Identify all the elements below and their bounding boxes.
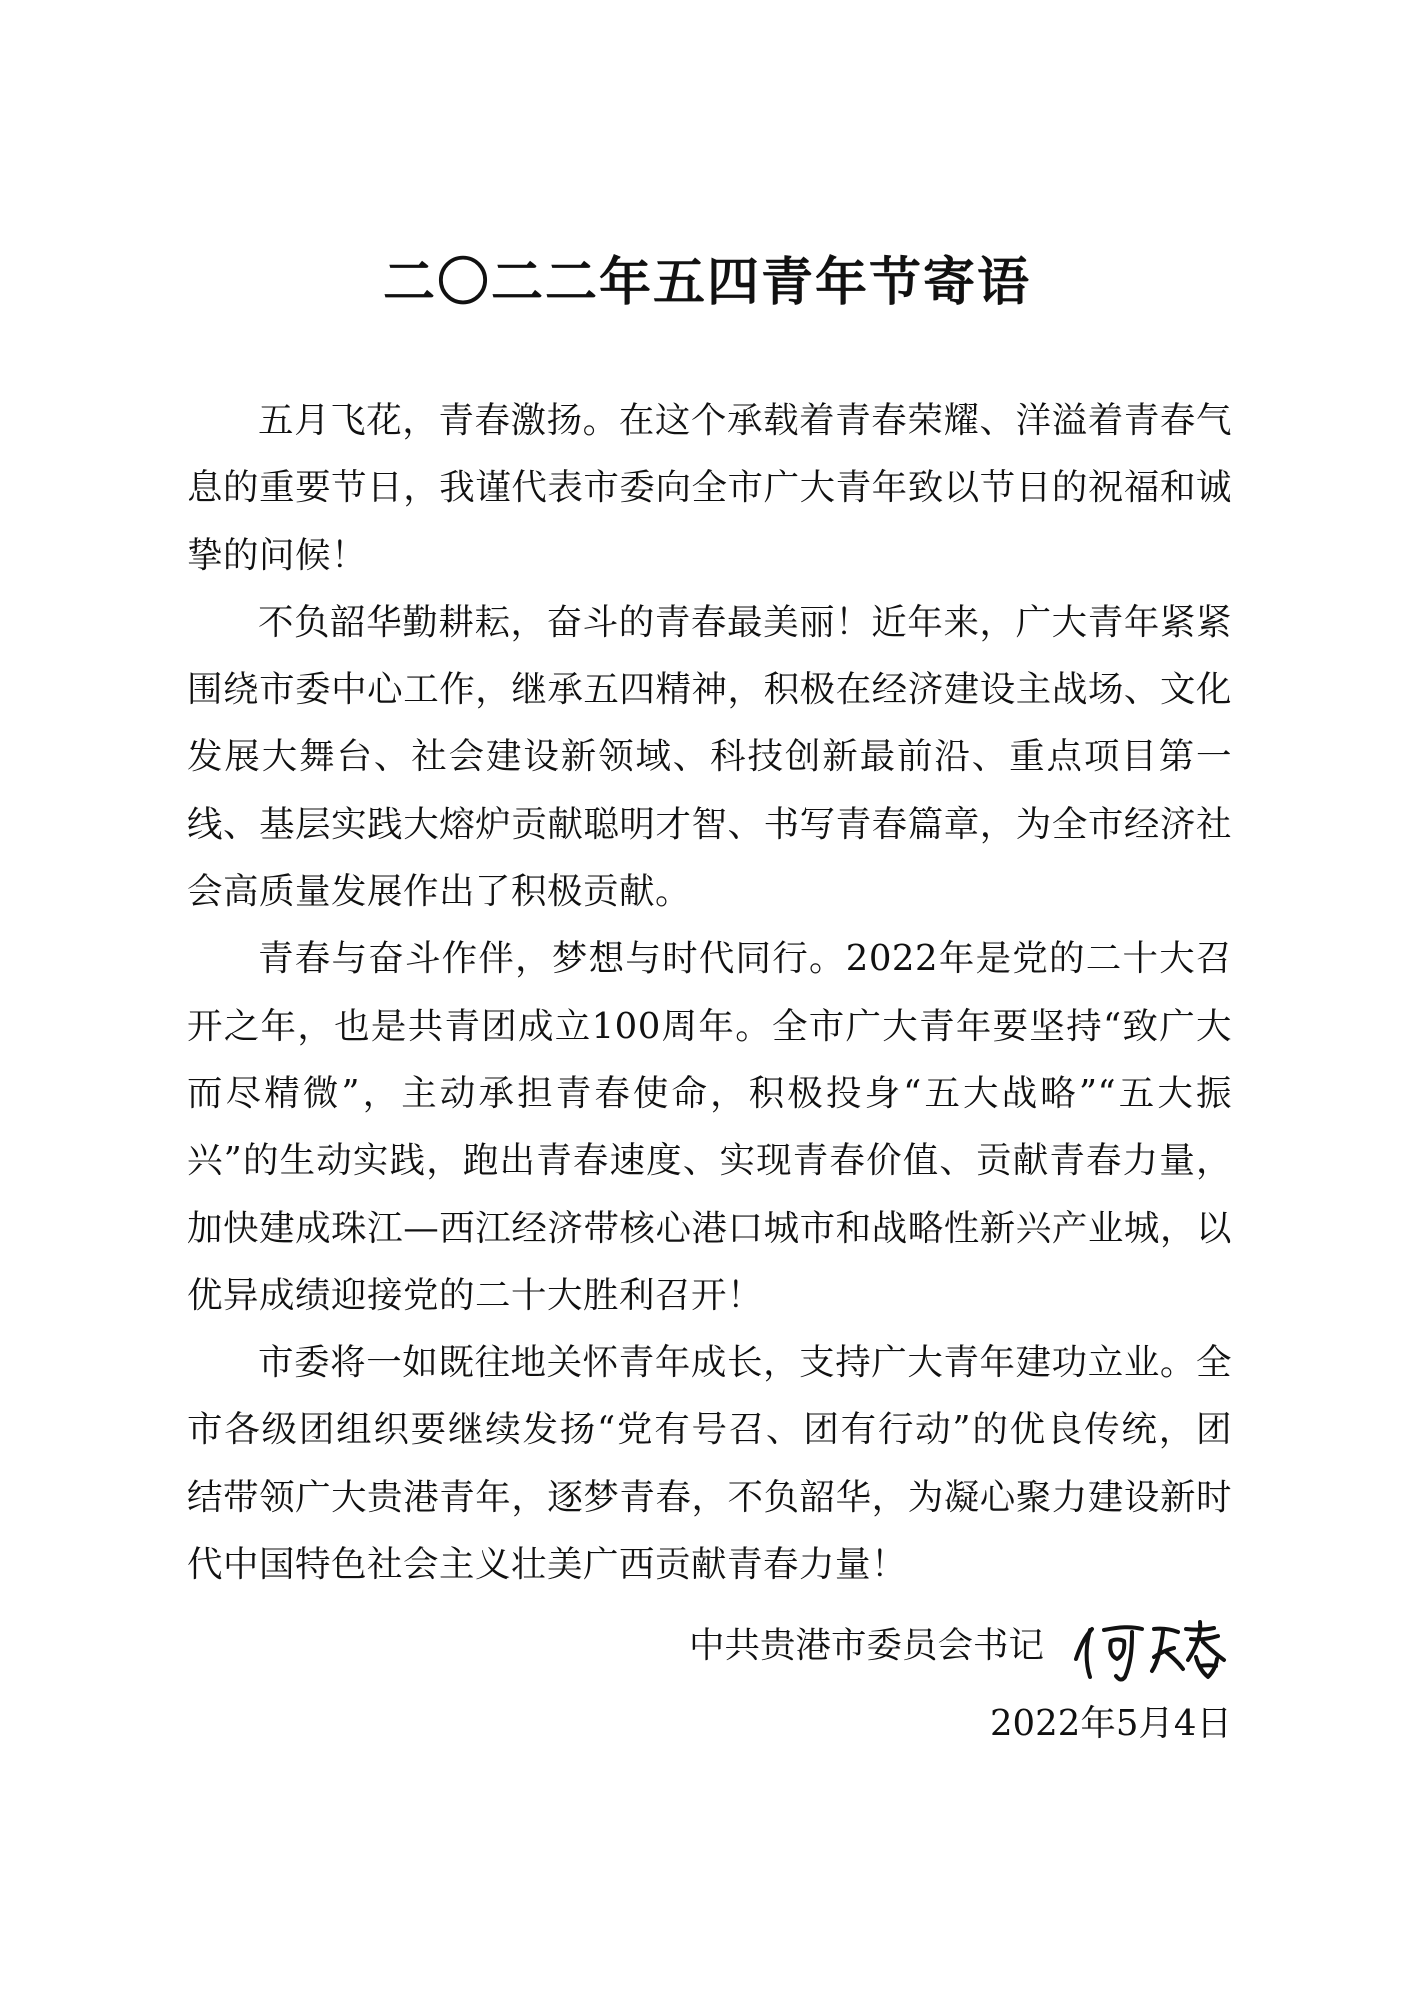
paragraph-3: 青春与奋斗作伴，梦想与时代同行。2022年是党的二十大召开之年，也是共青团成立100周年。全市广大青年要坚持“致广大而尽精微”，主动承担青春使命，积极投身“五大战略”“五大振兴”的生动实践，跑出青春速度、实现青春价值、贡献青春力量，加快建成珠江—西江经济带核心港口城市和战略性新兴产业城，以优异成绩迎接党的二十大胜利召开！: [187, 938, 1232, 1316]
document-title: 二〇二二年五四青年节寄语: [382, 253, 1031, 313]
paragraph-4: 市委将一如既往地关怀青年成长，支持广大青年建功立业。全市各级团组织要继续发扬“党有号召、团有行动”的优良传统，团结带领广大贵港青年，逐梦青春，不负韶华，为凝心聚力建设新时代中国特色社会主义壮美广西贡献青春力量！: [187, 1342, 1232, 1586]
document-date: 2022年5月4日: [989, 1703, 1232, 1744]
signature-block: [689, 1600, 1232, 1690]
paragraph-2: 不负韶华勤耕耘，奋斗的青春最美丽！近年来，广大青年紧紧围绕市委中心工作，继承五四精神，积极在经济建设主战场、文化发展大舞台、社会建设新领域、科技创新最前沿、重点项目第一线、基层实践大熔炉贡献聪明才智、书写青春篇章，为全市经济社会高质量发展作出了积极贡献。: [187, 601, 1232, 913]
document-body: [187, 387, 1232, 1598]
signer-title: 中共贵港市委员会书记: [688, 1624, 1044, 1666]
paragraph-1: 五月飞花，青春激扬。在这个承载着青春荣耀、洋溢着青春气息的重要节日，我谨代表市委向全市广大青年致以节日的祝福和诚挚的问候！: [187, 400, 1232, 576]
handwritten-signature: [1062, 1605, 1232, 1685]
